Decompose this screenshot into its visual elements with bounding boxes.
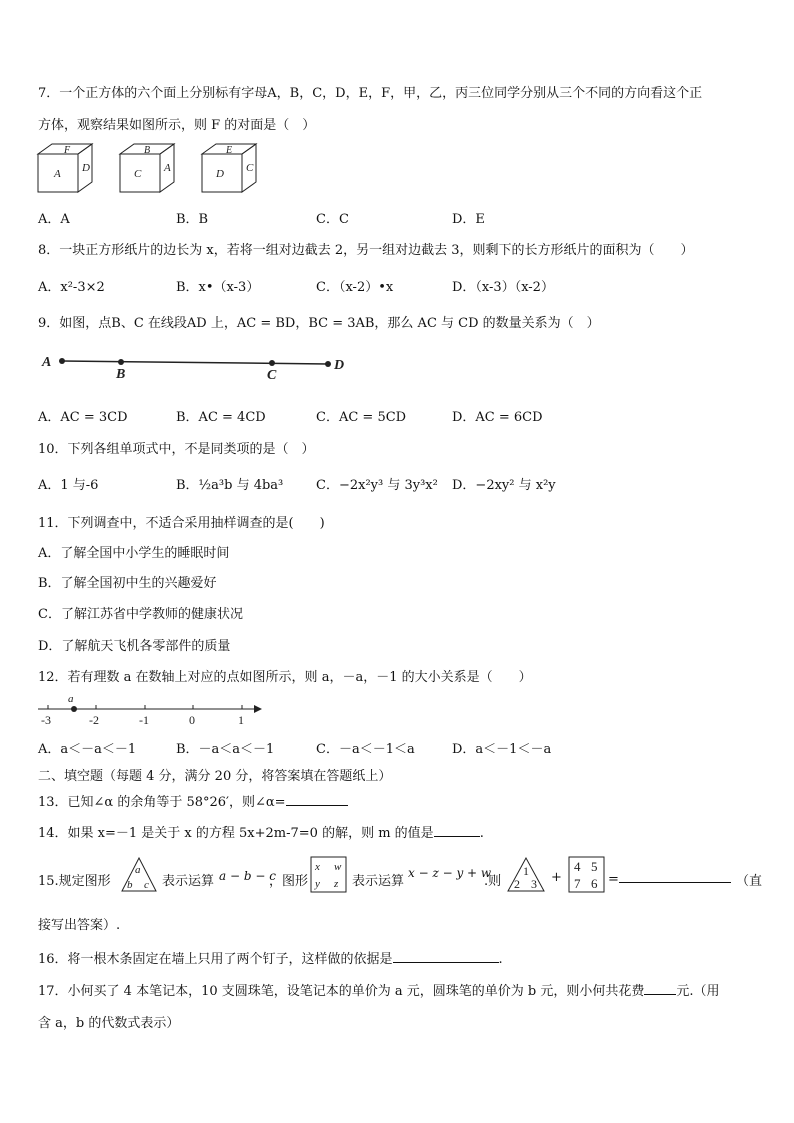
q17-text: 17．小何买了 4 本笔记本，10 支圆珠笔，设笔记本的单价为 a 元，圆珠笔的单价为 b 元，则小何共花费 (38, 984, 645, 999)
q16-text: 16．将一根木条固定在墙上只用了两个钉子，这样做的依据是 (38, 952, 393, 967)
tick-label: -1 (139, 713, 149, 727)
q12-option-c: C．－a＜－1＜a (316, 742, 415, 757)
cube-1-top-label: F (64, 145, 71, 156)
tick-label: 0 (189, 713, 195, 727)
q7-option-c: C．C (316, 212, 349, 227)
tick-label: 1 (238, 713, 244, 727)
q7-stem-line2: 方体，观察结果如图所示，则 F 的对面是（ ） (38, 118, 316, 133)
cube-1 (38, 144, 92, 192)
q17-answer-blank[interactable] (644, 982, 676, 995)
q7-option-a: A．A (38, 212, 70, 227)
q15-box-definition (310, 856, 348, 894)
cube-3-top-label: E (226, 145, 233, 156)
point-a-marker (71, 706, 77, 712)
q8-option-c: C．（x-2）•x (316, 280, 394, 295)
q15-eq-sign: = (608, 872, 619, 887)
point-b (118, 359, 124, 365)
q15-text-3: ，图形 (269, 874, 309, 889)
q17-stem-line2: 含 a，b 的代数式表示） (38, 1016, 180, 1031)
q8-stem: 8．一块正方形纸片的边长为 x，若将一组对边截去 2，另一组对边截去 3，则剩下的长方形纸片的面积为（ ） (38, 243, 694, 258)
section-heading: 二、填空题（每题 4 分，满分 20 分，将答案填在答题纸上） (38, 769, 392, 784)
q13-answer-blank[interactable] (286, 793, 348, 806)
q14-text: 14．如果 x=－1 是关于 x 的方程 5x+2m-7=0 的解，则 m 的值是 (38, 826, 434, 841)
q16-answer-blank[interactable] (393, 950, 499, 963)
q15-text-5: .则 (484, 874, 502, 889)
tri-def-bl: b (127, 879, 133, 891)
q10-option-a: A．1 与-6 (38, 478, 99, 493)
cube-2-front-label: C (134, 168, 142, 180)
q15-triangle-value (506, 856, 546, 894)
q7-option-b: B．B (176, 212, 209, 227)
tri-val-br: 3 (531, 877, 537, 891)
q12-option-d: D．a＜－1＜－a (452, 742, 552, 757)
box-val-tl: 4 (574, 859, 581, 874)
q7-cube-figures (34, 140, 274, 198)
cube-3-right-label: C (246, 162, 254, 174)
q9-stem: 9．如图，点B、C 在线段AD 上，AC = BD，BC = 3AB，那么 AC 与 CD 的数量关系为（ ） (38, 316, 600, 331)
box-def-tl: x (315, 861, 320, 873)
label-c: C (267, 368, 277, 383)
box-val-bl: 7 (574, 876, 581, 891)
point-d (325, 361, 331, 367)
tri-def-br: c (144, 879, 149, 891)
q8-option-d: D．（x-3）（x-2） (452, 280, 554, 295)
point-a (59, 358, 65, 364)
cube-3 (202, 144, 256, 192)
box-def-tr: w (334, 861, 342, 873)
point-a-label: a (68, 693, 74, 705)
axis-arrow (254, 705, 262, 713)
q15-text-2: 表示运算 (162, 874, 215, 889)
cube-2-top-label: B (144, 145, 151, 156)
q12-option-a: A．a＜－a＜－1 (38, 742, 137, 757)
q17-stem-line1 (38, 980, 720, 999)
q10-option-c: C．−2x²y³ 与 3y³x² (316, 478, 438, 493)
box-val-br: 6 (591, 876, 598, 891)
q15-text-4: 表示运算 (352, 874, 405, 889)
q10-option-b: B．½a³b 与 4ba³ (176, 478, 284, 493)
q7-option-d: D．E (452, 212, 485, 227)
q9-segment-figure (38, 348, 358, 384)
q15-answer-blank[interactable] (619, 870, 731, 883)
segment-ad (62, 361, 328, 364)
q15-prefix: 15.规定图形 (38, 874, 111, 889)
q12-option-b: B．－a＜a＜－1 (176, 742, 275, 757)
tick-label: -3 (41, 713, 51, 727)
q15-expr-1: a − b − c (219, 869, 276, 883)
q15-equals (608, 870, 731, 887)
q13-text: 13．已知∠α 的余角等于 58°26′，则∠α= (38, 795, 286, 810)
q15-line2: 接写出答案）. (38, 918, 121, 933)
cube-2 (120, 144, 174, 192)
cube-1-front-label: A (54, 168, 61, 180)
q11-option-b: B．了解全国初中生的兴趣爱好 (38, 576, 217, 591)
q16-suffix: . (498, 952, 503, 967)
q17-unit: 元.（用 (676, 984, 720, 999)
q7-stem-line1: 7．一个正方体的六个面上分别标有字母A，B，C，D，E，F，甲，乙，丙三位同学分别从三个不同的方向看这个正 (38, 86, 703, 101)
q10-option-d: D．−2xy² 与 x²y (452, 478, 556, 493)
box-val-tr: 5 (591, 859, 598, 874)
q10-stem: 10．下列各组单项式中，不是同类项的是（ ） (38, 442, 315, 457)
q15-plus: + (551, 870, 562, 885)
cube-2-right-label: A (164, 162, 171, 174)
box-def-br: z (334, 878, 339, 890)
q14-suffix: . (479, 826, 484, 841)
q9-option-a: A．AC = 3CD (38, 410, 128, 425)
cube-3-front-label: D (216, 168, 224, 180)
q9-option-c: C．AC = 5CD (316, 410, 407, 425)
q8-option-b: B．x•（x-3） (176, 280, 260, 295)
q12-number-line (36, 692, 266, 728)
cube-1-right-label: D (82, 162, 90, 174)
q16-stem (38, 948, 503, 967)
point-c (269, 360, 275, 366)
q11-option-a: A．了解全国中小学生的睡眠时间 (38, 546, 230, 561)
label-a: A (42, 355, 52, 370)
q15-triangle-definition (120, 856, 158, 894)
label-d: D (334, 358, 345, 373)
q11-stem: 11．下列调查中，不适合采用抽样调查的是( ) (38, 516, 325, 531)
box-def-bl: y (315, 878, 320, 890)
tri-val-top: 1 (523, 864, 529, 878)
q15-tail: （直 (736, 874, 763, 889)
tick-label: -2 (89, 713, 99, 727)
q9-option-d: D．AC = 6CD (452, 410, 543, 425)
q15-box-value (568, 856, 606, 894)
q9-option-b: B．AC = 4CD (176, 410, 266, 425)
label-b: B (116, 367, 126, 382)
q14-answer-blank[interactable] (434, 824, 480, 837)
q15-expr-2: x − z − y + w (408, 866, 492, 880)
q12-stem: 12．若有理数 a 在数轴上对应的点如图所示，则 a，－a，－1 的大小关系是（ ） (38, 670, 532, 685)
q11-option-d: D．了解航天飞机各零部件的质量 (38, 639, 231, 654)
q8-option-a: A．x²-3×2 (38, 280, 105, 295)
tri-val-bl: 2 (514, 877, 520, 891)
q11-option-c: C．了解江苏省中学教师的健康状况 (38, 607, 243, 622)
tri-def-top: a (135, 864, 141, 876)
q14-stem (38, 822, 484, 841)
q13-stem (38, 791, 348, 810)
